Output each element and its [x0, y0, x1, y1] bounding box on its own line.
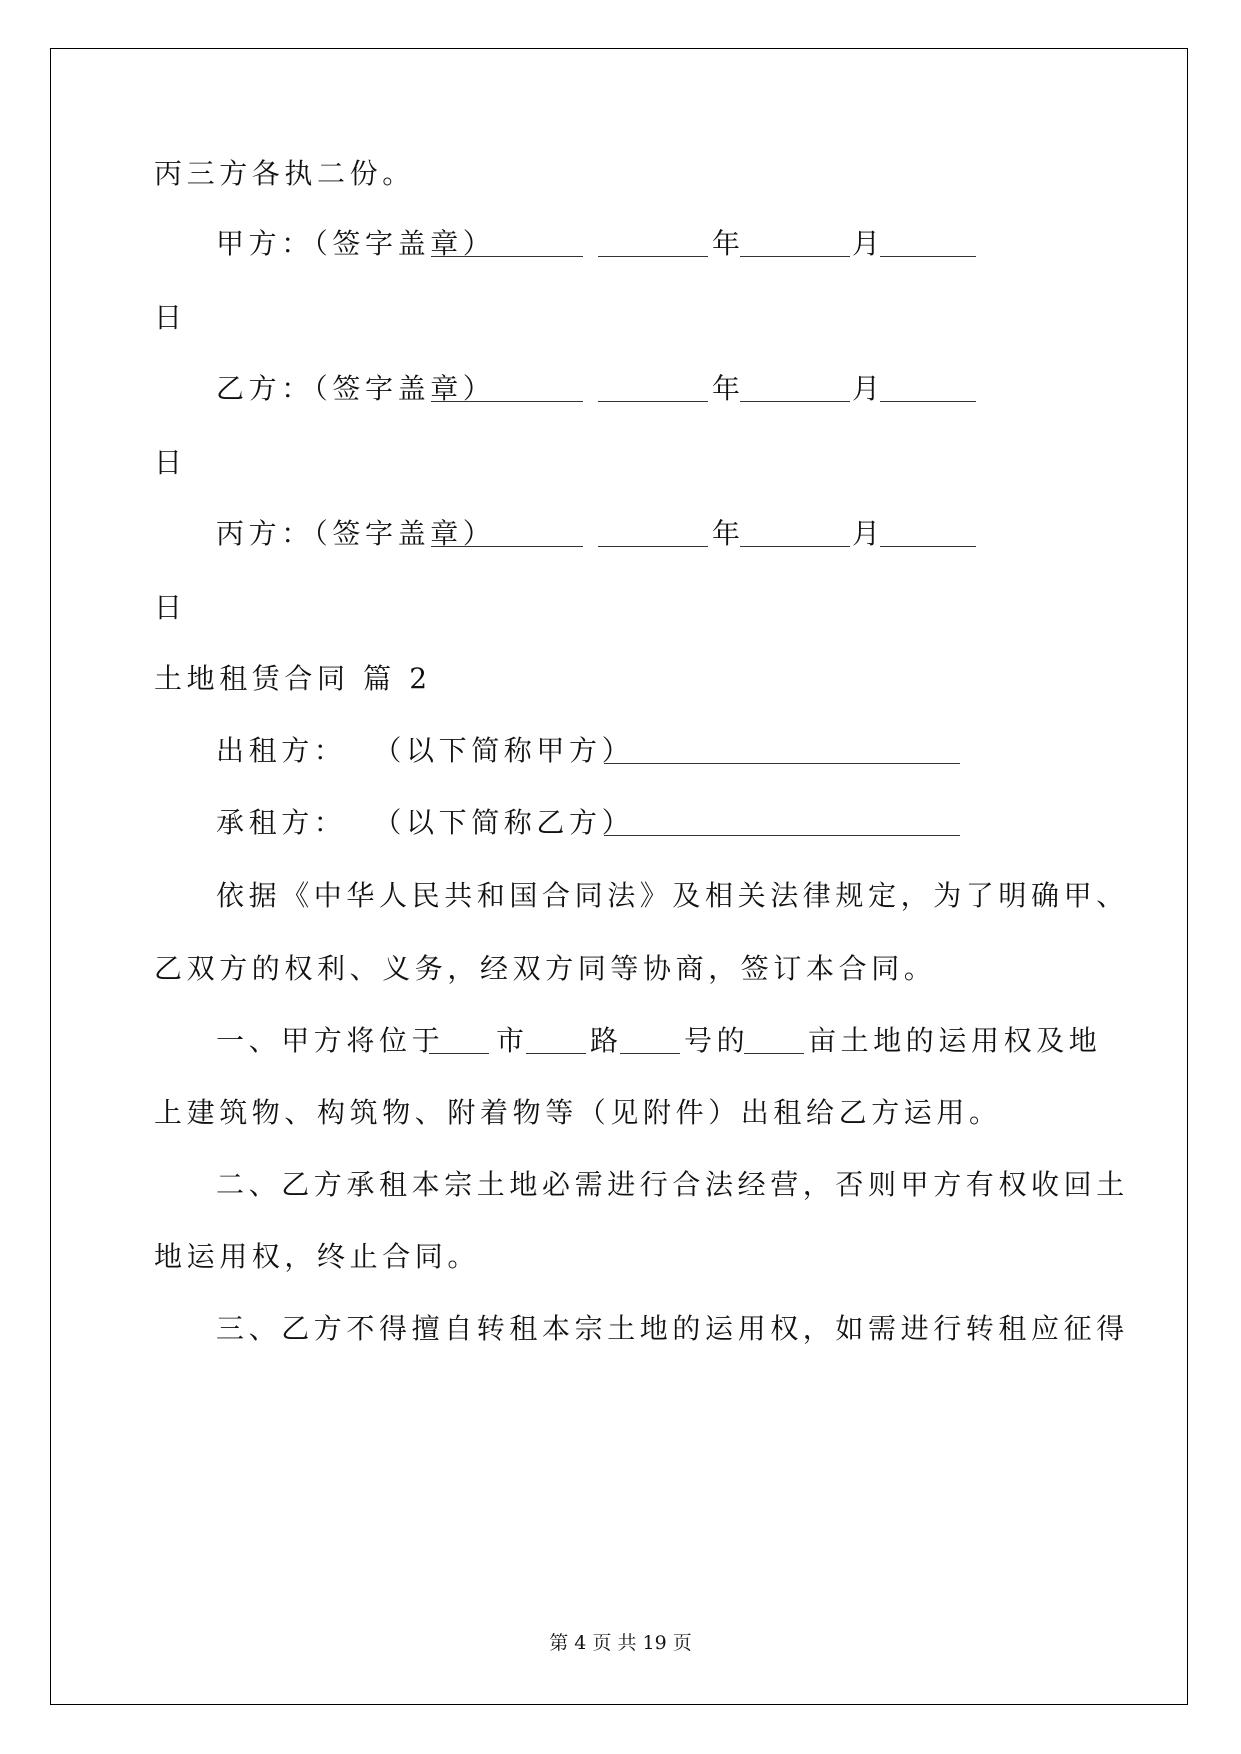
- paragraph-line: 三、乙方不得擅自转租本宗土地的运用权，如需进行转租应征得: [216, 1312, 1129, 1345]
- paragraph-line: 上建筑物、构筑物、附着物等（见附件）出租给乙方运用。: [154, 1096, 1002, 1129]
- blank-line: [740, 546, 850, 547]
- blank-line: [526, 1053, 586, 1054]
- clause-text: 号的: [684, 1024, 750, 1057]
- clause-text: 路: [590, 1024, 623, 1057]
- clause-text: 市: [496, 1024, 529, 1057]
- section-title: 土地租赁合同 篇 2: [154, 662, 432, 695]
- clause-one-line: [216, 1025, 1116, 1057]
- page-border: [50, 48, 1188, 1705]
- blank-line: [604, 835, 960, 836]
- blank-line: [880, 401, 976, 402]
- year-label: 年: [712, 227, 745, 260]
- paragraph-line: 依据《中华人民共和国合同法》及相关法律规定，为了明确甲、: [216, 879, 1129, 912]
- party-label: 丙方：（签字盖章）: [216, 517, 496, 550]
- blank-line: [880, 256, 976, 257]
- year-label: 年: [712, 372, 745, 405]
- party-label: 乙方：（签字盖章）: [216, 372, 496, 405]
- paragraph-line: 乙双方的权利、义务，经双方同等协商，签订本合同。: [154, 952, 937, 985]
- signature-row-c: [216, 518, 1096, 550]
- day-label: 日: [154, 301, 187, 334]
- blank-line: [740, 401, 850, 402]
- blank-line: [740, 256, 850, 257]
- lessee-row: [216, 807, 1096, 839]
- text-line: 丙三方各执二份。: [154, 157, 415, 190]
- blank-line: [431, 256, 583, 257]
- day-label: 日: [154, 591, 187, 624]
- blank-line: [431, 401, 583, 402]
- signature-row-a: [216, 228, 1096, 260]
- clause-text: 亩土地的运用权及地: [808, 1024, 1102, 1057]
- blank-line: [604, 763, 960, 764]
- blank-line: [620, 1053, 680, 1054]
- month-label: 月: [852, 372, 885, 405]
- blank-line: [598, 401, 708, 402]
- signature-row-b: [216, 373, 1096, 405]
- blank-line: [431, 546, 583, 547]
- blank-line: [744, 1053, 804, 1054]
- blank-line: [429, 1053, 489, 1054]
- lessee-label: 承租方： （以下简称乙方）: [216, 806, 635, 839]
- lessor-label: 出租方： （以下简称甲方）: [216, 734, 635, 767]
- paragraph-line: 地运用权，终止合同。: [154, 1240, 481, 1273]
- blank-line: [598, 546, 708, 547]
- month-label: 月: [852, 517, 885, 550]
- party-label: 甲方：（签字盖章）: [216, 227, 496, 260]
- blank-line: [880, 546, 976, 547]
- lessor-row: [216, 735, 1096, 767]
- month-label: 月: [852, 227, 885, 260]
- clause-text: 一、甲方将位于: [216, 1024, 445, 1057]
- page-footer: 第 4 页 共 19 页: [549, 1632, 692, 1654]
- year-label: 年: [712, 517, 745, 550]
- paragraph-line: 二、乙方承租本宗土地必需进行合法经营，否则甲方有权收回土: [216, 1168, 1129, 1201]
- blank-line: [598, 256, 708, 257]
- day-label: 日: [154, 446, 187, 479]
